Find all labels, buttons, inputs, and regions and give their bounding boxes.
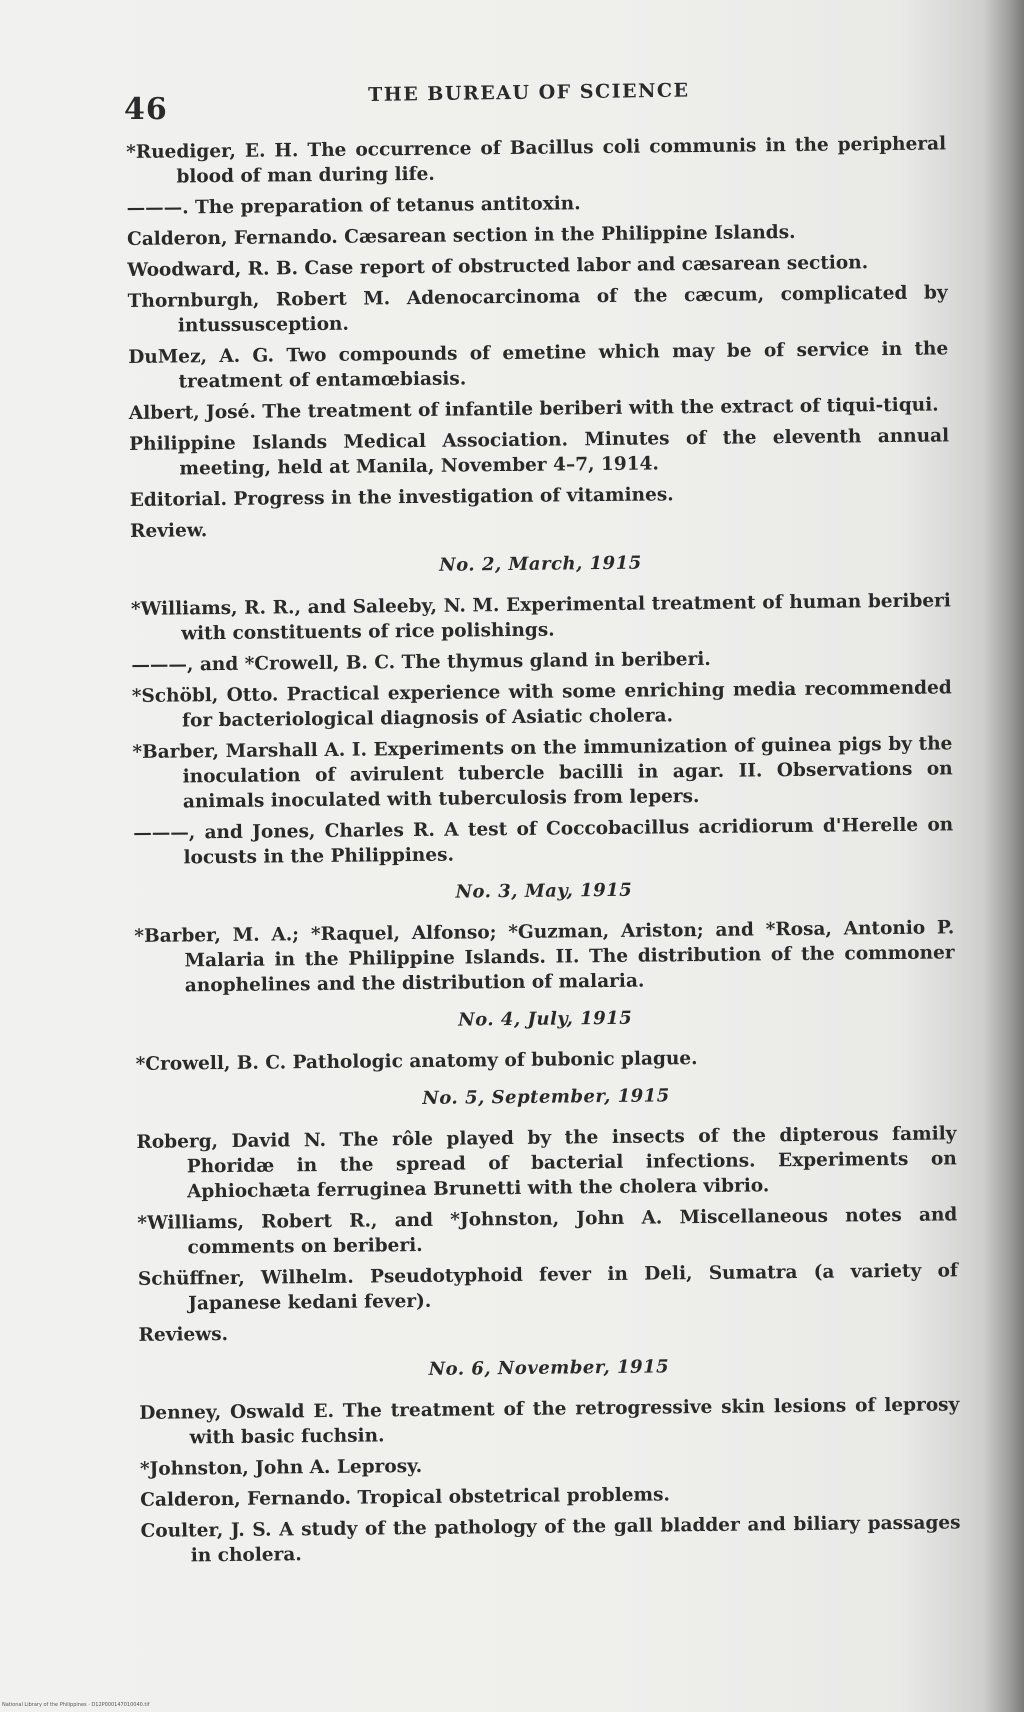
issue-heading: No. 2, March, 1915: [439, 552, 642, 576]
list-item: Philippine Islands Medical Association. Minutes of the eleventh annual meeting, held at Manila, November 4–7, 1914.: [129, 425, 950, 480]
list-item: ———, and *Crowell, B. C. The thymus gland in beriberi.: [131, 648, 711, 676]
bibliography-list: [126, 131, 961, 1575]
page-edge-shadow: [984, 0, 1024, 1712]
list-item: *Ruediger, E. H. The occurrence of Bacillus coli communis in the peripheral blood of man during life.: [126, 133, 947, 188]
list-item: Woodward, R. B. Case report of obstructed labor and cæsarean section.: [127, 252, 869, 281]
list-item: Denney, Oswald E. The treatment of the retrogressive skin lesions of leprosy with basic fuchsin.: [139, 1394, 960, 1449]
list-item: Thornburgh, Robert M. Adenocarcinoma of the cæcum, complicated by intussusception.: [127, 282, 948, 337]
list-item: Reviews.: [138, 1323, 229, 1346]
list-item: *Barber, Marshall A. I. Experiments on the immunization of guinea pigs by the inoculation of avirulent tubercle bacilli in agar. II. Observations on animals inoculated with tuberculosis from lepers.: [132, 733, 953, 813]
list-item: Editorial. Progress in the investigation of vitamines.: [129, 484, 674, 511]
page-number: 46: [124, 92, 168, 127]
list-item: *Barber, M. A.; *Raquel, Alfonso; *Guzman, Ariston; and *Rosa, Antonio P. Malaria in the Philippine Islands. II. The distribution of the commoner anophelines and the distribution of malaria.: [134, 917, 955, 997]
list-item: ———, and Jones, Charles R. A test of Coccobacillus acridiorum d'Herelle on locusts in the Philippines.: [133, 814, 954, 869]
list-item: Calderon, Fernando. Tropical obstetrical problems.: [140, 1484, 670, 1511]
list-item: *Williams, R. R., and Saleeby, N. M. Experimental treatment of human beriberi with constituents of rice polishings.: [130, 590, 951, 645]
list-item: ———. The preparation of tetanus antitoxin.: [126, 193, 581, 219]
issue-heading: No. 6, November, 1915: [428, 1356, 670, 1380]
list-item: Albert, José. The treatment of infantile beriberi with the extract of tiqui-tiqui.: [128, 394, 939, 424]
list-item: *Crowell, B. C. Pathologic anatomy of bubonic plague.: [135, 1048, 698, 1075]
list-item: DuMez, A. G. Two compounds of emetine which may be of service in the treatment of entamœbiasis.: [128, 338, 949, 393]
list-item: *Johnston, John A. Leprosy.: [139, 1455, 423, 1480]
list-item: *Schöbl, Otto. Practical experience with some enriching media recommended for bacteriological diagnosis of Asiatic cholera.: [131, 677, 952, 732]
list-item: Review.: [129, 520, 208, 542]
list-item: *Williams, Robert R., and *Johnston, John A. Miscellaneous notes and comments on beriberi.: [137, 1204, 958, 1259]
issue-heading: No. 5, September, 1915: [422, 1085, 670, 1109]
list-item: Schüffner, Wilhelm. Pseudotyphoid fever in Deli, Sumatra (a variety of Japanese kedani fever).: [137, 1260, 958, 1315]
scan-footer-note: National Library of the Philippines · D12P000147010040.tif: [2, 1702, 150, 1708]
list-item: Coulter, J. S. A study of the pathology of the gall bladder and biliary passages in cholera.: [140, 1512, 961, 1567]
running-title: THE BUREAU OF SCIENCE: [368, 79, 690, 106]
list-item: Calderon, Fernando. Cæsarean section in the Philippine Islands.: [126, 221, 796, 250]
issue-heading: No. 3, May, 1915: [455, 879, 633, 903]
list-item: Roberg, David N. The rôle played by the insects of the dipterous family Phoridæ in the spread of bacterial infections. Experiments on Aphiochæta ferruginea Brunetti with the cholera vibrio.: [136, 1123, 957, 1203]
issue-heading: No. 4, July, 1915: [458, 1007, 633, 1031]
